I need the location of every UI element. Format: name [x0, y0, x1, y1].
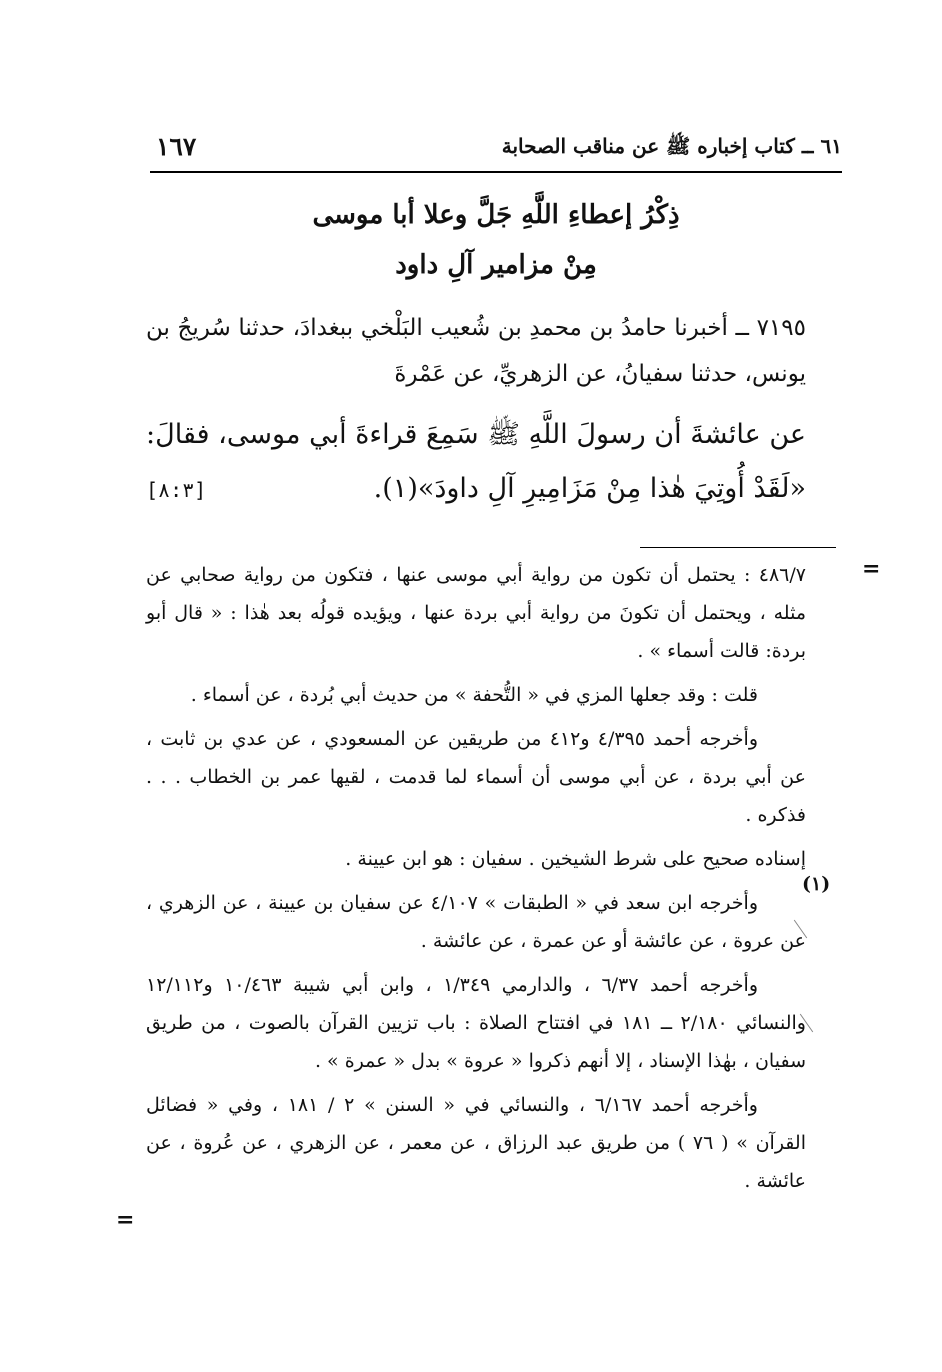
running-title: ٦١ ــ كتاب إخباره ﷺ عن مناقب الصحابة [501, 134, 842, 158]
footnote-1-marker: (١) [802, 873, 831, 895]
chapter-title-line2: مِنْ مزامير آلِ داود [395, 250, 597, 280]
page-header [148, 128, 842, 172]
hadith-isnad: ٧١٩٥ ــ أخبرنا حامدُ بن محمدِ بن شُعيب البَلْخي ببغدادَ، حدثنا سُريجُ بن يونس، حدثنا سفيانُ، عن الزهريِّ، عن عَمْرةَ [146, 315, 806, 387]
continuation-mark-bottom: = [116, 1207, 135, 1233]
header-rule [150, 171, 842, 173]
footnote-separator [640, 547, 836, 548]
hadith-matn: عن عائشةَ أن رسولَ اللَّهِ ﷺ سَمِعَ قراءةَ أبي موسى، فقالَ: «لَقَدْ أُوتِيَ هٰذا مِنْ مَزَامِيرِ آلِ داودَ»(١). [146, 419, 806, 504]
continuation-mark-top: = [862, 556, 881, 582]
footnotes [146, 556, 806, 1206]
hadith-reference: [٨:٣] [146, 478, 207, 502]
page-number: ١٦٧ [156, 132, 197, 161]
footnote-1-para4: وأخرجه أحمد ٦/١٦٧ ، والنسائي في « السنن » ٢ / ١٨١ ، وفي « فضائل القرآن » ( ٧٦ ) من طريق عبد الرزاق ، عن معمر ، عن الزهري ، عن عُروة ، عن عائشة . [146, 1094, 806, 1192]
footnote-486-para1: ٤٨٦/٧ : يحتمل أن تكون من رواية أبي موسى عنها ، فتكون من رواية صحابي عن مثله ، ويحتمل أن تكونَ من رواية أبي بردة عنها ، ويؤيده قولُه بعد هٰذا : « قال أبو بردة: قالت أسماء » . [146, 564, 806, 662]
footnote-1-para3: وأخرجه أحمد ٦/٣٧ ، والدارمي ١/٣٤٩ ، وابن أبي شيبة ١٠/٤٦٣ و١٢/١١٢ والنسائي ٢/١٨٠ ــ ١٨١ في افتتاح الصلاة : باب تزيين القرآن بالصوت ، من طريق سفيان ، بهٰذا الإسناد ، إلا أنهم ذكروا « عروة » بدل « عمرة » . [146, 974, 806, 1072]
chapter-title-line1: ذِكْرُ إعطاءِ اللَّهِ جَلَّ وعلا أبا موسى [312, 200, 680, 230]
footnote-486-para2: قلت : وقد جعلها المزي في « التُّحفة » من حديث أبي بُردة ، عن أسماء . [190, 684, 758, 706]
footnote-486-para3: وأخرجه أحمد ٤/٣٩٥ و٤١٢ من طريقين عن المسعودي ، عن عدي بن ثابت ، عن أبي بردة ، عن أبي موسى أن أسماء لما قدمت ، لقيها عمر بن الخطاب . . . فذكره . [146, 728, 806, 826]
footnote-1-para2: وأخرجه ابن سعد في « الطبقات » ٤/١٠٧ عن سفيان بن عيينة ، عن الزهري ، عن عروة ، عن عائشة أو عن عمرة ، عن عائشة . [146, 892, 806, 952]
footnote-1-para1: إسناده صحيح على شرط الشيخين . سفيان : هو ابن عيينة . [345, 848, 806, 870]
